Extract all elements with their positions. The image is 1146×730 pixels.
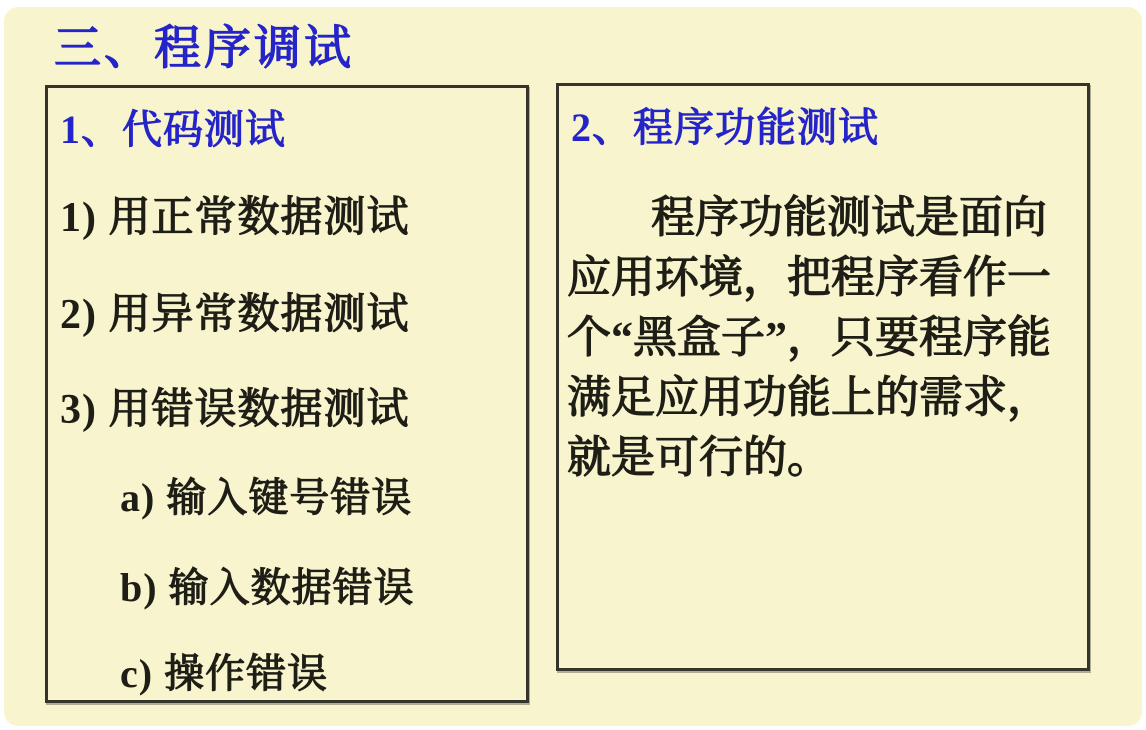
sub-list-item: b) 输入数据错误 xyxy=(120,565,415,610)
paragraph-line: 就是可行的。 xyxy=(567,433,831,482)
slide-background xyxy=(4,7,1142,726)
code-test-heading: 1、代码测试 xyxy=(60,107,286,152)
sub-list-item: c) 操作错误 xyxy=(120,651,329,696)
slide-title: 三、程序调试 xyxy=(54,23,354,75)
list-item: 3) 用错误数据测试 xyxy=(60,387,410,433)
list-item: 1) 用正常数据测试 xyxy=(60,195,410,241)
paragraph-line: 应用环境，把程序看作一 xyxy=(567,253,1051,302)
code-test-box xyxy=(45,85,529,703)
sub-list-item: a) 输入键号错误 xyxy=(120,475,413,520)
paragraph-line: 满足应用功能上的需求， xyxy=(567,373,1051,422)
paragraph-line: 个“黑盒子”，只要程序能 xyxy=(567,313,1051,362)
paragraph-line: 程序功能测试是面向 xyxy=(651,193,1047,242)
function-test-heading: 2、程序功能测试 xyxy=(571,105,879,150)
function-test-paragraph xyxy=(567,188,1079,488)
list-item: 2) 用异常数据测试 xyxy=(60,292,410,338)
function-test-box xyxy=(556,83,1090,671)
